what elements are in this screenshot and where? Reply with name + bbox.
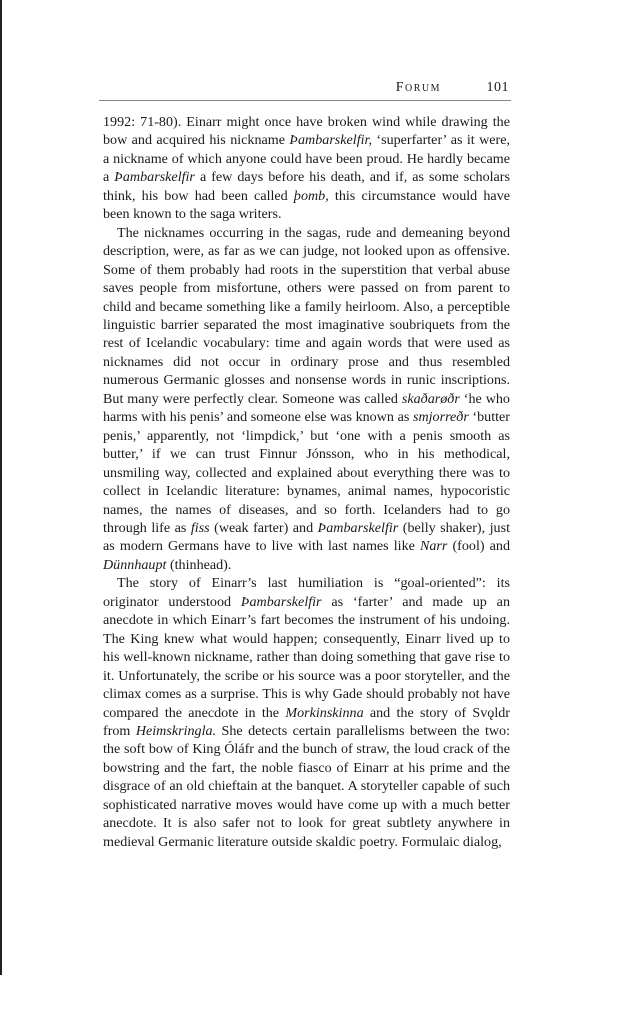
text-run: and the story of Svǫldr from xyxy=(103,704,510,739)
text-run: The nicknames occurring in the sagas, rude and demeaning beyond description, were, as far as we can judge, not looked upon as offensive. Some of them probably had roots in the superstition that verbal abuse saves people from misfortune, others were passed on from parent to child and became something like a family heirloom. Also, a perceptible linguistic barrier separated the most imaginative soubriquets from the rest of Icelandic vocabulary: time and again words that were used as nicknames did not occur in ordinary prose and thus resembled numerous Germanic glosses and nonsense words in runic inscriptions. But many were perfectly clear. Someone was called xyxy=(103,224,510,407)
running-title: Forum xyxy=(395,80,441,95)
text-run: 1992: 71-80). Einarr might once have broken wind while drawing the bow and acquired his nickname xyxy=(103,114,510,149)
text-run: ‘he who harms with his penis’ and someone else was known as xyxy=(103,390,510,426)
text-run: as ‘farter’ and made up an anecdote in which Einarr’s fart becomes the instrument of his undoing. The King knew what would happen; consequently, Einarr lived up to his well-known nickname, rather than doing something that gave rise to it. Unfortunately, the scribe or his source was a poor storyteller, and the climax comes as a surprise. This is why Gade should probably not have compared the anecdote in the xyxy=(103,593,510,721)
italic-term: Heimskringla. xyxy=(135,722,217,739)
body-text xyxy=(103,113,510,851)
italic-term: Dünnhaupt xyxy=(103,556,167,573)
italic-term: smjorreðr xyxy=(412,409,469,426)
paragraph-1 xyxy=(103,113,510,224)
text-run: The story of Einarr’s last humiliation is “goal-oriented”: its originator understood xyxy=(103,575,510,610)
page-number: 101 xyxy=(486,80,509,95)
text-run: (belly shaker), just as modern Germans have to live with last names like xyxy=(103,519,511,555)
running-header xyxy=(99,78,511,101)
italic-term: fiss xyxy=(190,519,210,536)
italic-term: Þambarskelfir xyxy=(240,593,322,610)
italic-term: Morkinskinna xyxy=(285,704,364,721)
text-run: a few days before his death, and if, as some scholars think, his bow had been called xyxy=(103,169,510,204)
text-run: this circumstance would have been known to the saga writers. xyxy=(103,187,510,223)
italic-term: skaðarøðr xyxy=(401,390,460,407)
text-run: (fool) and xyxy=(447,538,510,555)
italic-term: Þambarskelfir xyxy=(317,519,399,536)
paragraph-2 xyxy=(103,224,510,575)
text-run: ‘butter penis,’ apparently, not ‘limpdick,’ but ‘one with a penis smooth as butter,’ if we can trust Finnur Jónsson, who in his methodical, unsmiling way, collected and explained about everything there was to collect in Icelandic literature: bynames, animal names, hypocoristic names, the names of diseases, and so forth. Icelanders had to go through life as xyxy=(103,409,511,536)
page-edge-rule xyxy=(0,0,2,975)
text-run: (weak farter) and xyxy=(209,519,318,536)
italic-term: Þambarskelfir xyxy=(114,169,195,186)
italic-term: þomb, xyxy=(293,187,329,204)
italic-term: Þambarskelfir, xyxy=(289,132,372,149)
text-run: (thinhead). xyxy=(166,556,232,573)
italic-term: Narr xyxy=(419,538,448,555)
text-run: ‘superfarter’ as it were, a nickname of which anyone could have been proud. He hardly became a xyxy=(103,132,510,186)
text-run: She detects certain parallelisms between the two: the soft bow of King Óláfr and the bunch of straw, the loud crack of the bowstring and the fart, the noble fiasco of Einarr at his prime and the disgrace of an old chieftain at the banquet. A storyteller capable of such sophisticated narrative moves would have come up with a much better anecdote. It is also safer not to look for great subtlety anywhere in medieval Germanic literature outside skaldic poetry. Formulaic dialog, xyxy=(103,722,510,850)
paragraph-3 xyxy=(103,574,510,851)
